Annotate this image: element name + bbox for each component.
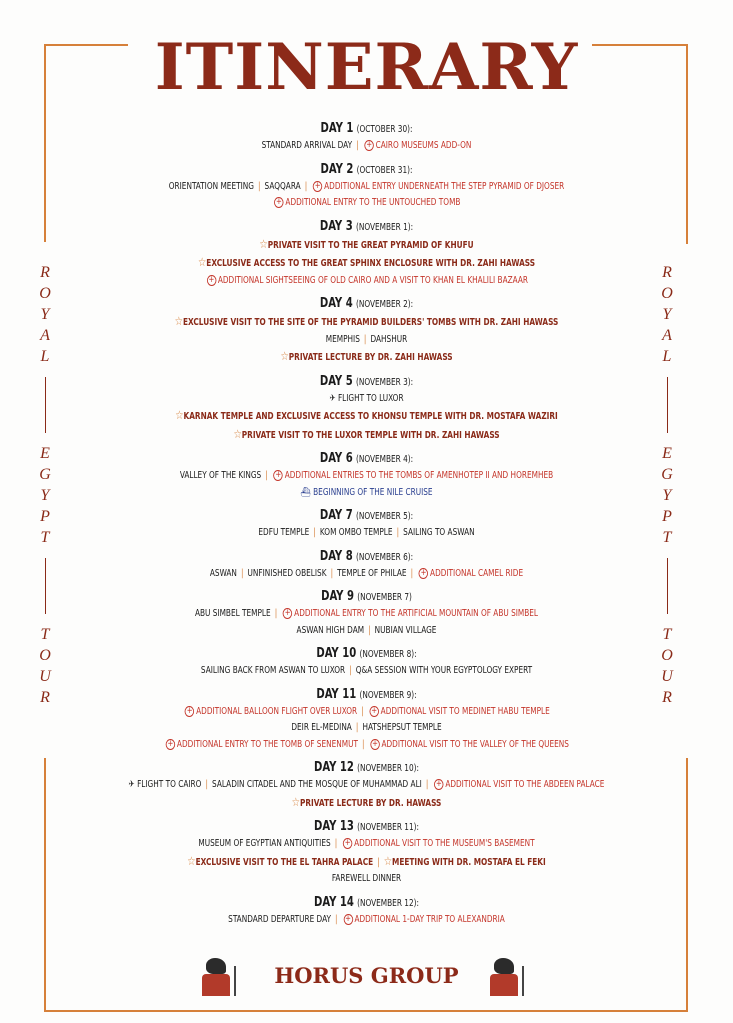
optional-activity: ADDITIONAL ENTRY UNDERNEATH THE STEP PYRAMID OF DJOSER [324, 180, 565, 192]
exclusive-activity: PRIVATE LECTURE BY DR. HAWASS [300, 797, 442, 809]
side-letter: T [40, 626, 50, 643]
itinerary-line [103, 391, 630, 408]
star-icon: ☆ [383, 853, 393, 868]
plane-icon: ✈ [329, 392, 336, 404]
add-on-plus-icon: + [371, 705, 378, 716]
itinerary-line [103, 566, 630, 583]
day-block [60, 373, 673, 445]
day-block [60, 548, 673, 583]
add-on-plus-icon: + [435, 779, 442, 789]
activity: MUSEUM OF EGYPTIAN ANTIQUITIES [198, 838, 331, 849]
itinerary-line [103, 313, 630, 332]
day-date: (NOVEMBER 12): [357, 897, 419, 909]
add-on-plus-icon: + [284, 608, 291, 618]
day-block [60, 894, 673, 929]
add-on-plus-icon: + [344, 838, 351, 848]
separator: | [304, 180, 308, 192]
exclusive-activity: EXCLUSIVE VISIT TO THE EL TAHRA PALACE [195, 856, 374, 868]
itinerary-line [103, 407, 630, 426]
side-letter: G [661, 466, 673, 483]
add-on-plus-icon: + [420, 567, 427, 578]
day-label: DAY 4 [319, 296, 353, 311]
activity: SALADIN CITADEL AND THE MOSQUE OF MUHAMMAD ALI [212, 779, 422, 790]
day-block [60, 818, 673, 888]
separator: | [313, 527, 316, 538]
day-date: (NOVEMBER 7) [357, 592, 412, 603]
day-block [60, 218, 673, 290]
frame-border-bottom [44, 1010, 688, 1012]
day-label: DAY 6 [319, 451, 353, 466]
side-letter: R [662, 689, 672, 706]
day-block [60, 507, 673, 542]
separator: | [363, 333, 367, 345]
side-letter: R [40, 689, 50, 706]
add-on-plus-icon: + [276, 197, 282, 207]
side-letter: Y [40, 306, 50, 323]
day-block [60, 759, 673, 812]
separator: | [377, 856, 380, 868]
activity: FLIGHT TO LUXOR [337, 392, 404, 404]
star-icon: ☆ [197, 255, 207, 269]
activity: STANDARD ARRIVAL DAY [261, 140, 353, 151]
exclusive-activity: EXCLUSIVE ACCESS TO THE GREAT SPHINX ENCLOSURE WITH DR. ZAHI HAWASS [206, 258, 536, 269]
add-on-plus-icon: + [314, 180, 321, 191]
optional-activity: ADDITIONAL VISIT TO MEDINET HABU TEMPLE [380, 705, 550, 717]
activity: ASWAN [209, 567, 237, 579]
activity: MEMPHIS [325, 333, 360, 345]
separator: | [361, 705, 364, 717]
optional-activity: ADDITIONAL 1-DAY TRIP TO ALEXANDRIA [354, 913, 505, 925]
itinerary-line [103, 623, 630, 640]
day-label: DAY 13 [314, 819, 354, 834]
activity: ORIENTATION MEETING [168, 180, 254, 192]
horus-figure-icon [484, 958, 528, 998]
side-letter: T [662, 529, 672, 546]
itinerary-list [60, 120, 673, 934]
optional-activity: ADDITIONAL CAMEL RIDE [430, 567, 524, 579]
separator: | [335, 913, 338, 925]
star-icon: ☆ [233, 426, 242, 441]
day-block [60, 686, 673, 754]
activity: STANDARD DEPARTURE DAY [228, 913, 331, 925]
star-icon: ☆ [259, 236, 268, 251]
day-label: DAY 1 [320, 121, 354, 136]
day-heading [103, 818, 630, 836]
side-letter: E [662, 445, 672, 462]
day-label: DAY 10 [316, 646, 357, 661]
side-letter: R [662, 264, 672, 281]
day-heading [103, 507, 630, 525]
separator: | [265, 470, 268, 481]
side-letter: O [39, 285, 51, 302]
side-letter: A [662, 327, 672, 344]
optional-activity: ADDITIONAL ENTRY TO THE TOMB OF SENENMUT [176, 738, 358, 750]
day-label: DAY 12 [314, 760, 354, 775]
add-on-plus-icon: + [186, 705, 193, 716]
side-letter: P [662, 508, 672, 525]
day-heading [103, 686, 630, 704]
star-icon: ☆ [174, 314, 184, 328]
side-letter: O [661, 647, 673, 664]
itinerary-line [103, 853, 630, 872]
itinerary-line [103, 794, 630, 813]
day-heading [103, 373, 630, 391]
exclusive-activity: PRIVATE VISIT TO THE GREAT PYRAMID OF KHUFU [267, 239, 474, 251]
day-label: DAY 2 [320, 161, 354, 177]
itinerary-line [103, 254, 630, 273]
day-block [60, 450, 673, 501]
activity: ASWAN HIGH DAM [296, 624, 365, 636]
day-heading [103, 548, 630, 566]
optional-activity: ADDITIONAL VISIT TO THE MUSEUM'S BASEMENT [354, 838, 535, 849]
day-date: (NOVEMBER 11): [357, 822, 419, 833]
day-block [60, 295, 673, 367]
day-block [60, 645, 673, 680]
exclusive-activity: PRIVATE LECTURE BY DR. ZAHI HAWASS [288, 352, 453, 363]
separator: | [257, 180, 261, 192]
footer-brand: HORUS GROUP [274, 963, 459, 988]
separator: | [334, 838, 338, 849]
itinerary-line [103, 606, 630, 623]
add-on-plus-icon: + [167, 738, 174, 749]
activity: NUBIAN VILLAGE [374, 624, 437, 636]
itinerary-line [103, 138, 630, 155]
day-date: (NOVEMBER 6): [355, 551, 414, 563]
separator: | [396, 527, 400, 538]
day-heading [103, 450, 630, 468]
activity: UNFINISHED OBELISK [247, 567, 327, 579]
itinerary-line [103, 332, 630, 349]
itinerary-line [103, 195, 630, 212]
activity: Q&A SESSION WITH YOUR EGYPTOLOGY EXPERT [355, 665, 533, 676]
optional-activity: CAIRO MUSEUMS ADD-ON [375, 140, 472, 151]
side-text-left [30, 262, 60, 708]
exclusive-activity: MEETING WITH DR. MOSTAFA EL FEKI [392, 856, 546, 868]
side-letter: U [39, 668, 51, 685]
separator: | [356, 140, 359, 151]
day-heading [103, 161, 630, 179]
side-letter: L [40, 348, 50, 365]
day-heading [103, 295, 630, 313]
star-icon: ☆ [280, 349, 289, 363]
day-block [60, 588, 673, 639]
day-date: (NOVEMBER 9): [359, 689, 417, 701]
day-label: DAY 7 [319, 508, 353, 523]
itinerary-line [103, 348, 630, 367]
optional-activity: ADDITIONAL ENTRY TO THE ARTIFICIAL MOUNTAIN OF ABU SIMBEL [294, 608, 539, 619]
side-letter: G [39, 466, 51, 483]
activity: ABU SIMBEL TEMPLE [194, 608, 271, 619]
itinerary-line [103, 836, 630, 853]
page-title: ITINERARY [154, 30, 579, 105]
itinerary-line [103, 273, 630, 290]
activity: SAILING BACK FROM ASWAN TO LUXOR [200, 665, 346, 676]
day-label: DAY 9 [321, 589, 354, 604]
separator: | [355, 722, 359, 733]
day-date: (OCTOBER 31): [356, 164, 413, 176]
add-on-plus-icon: + [275, 470, 282, 480]
day-date: (NOVEMBER 10): [357, 763, 419, 774]
day-date: (NOVEMBER 8): [359, 649, 417, 660]
activity: HATSHEPSUT TEMPLE [362, 722, 442, 733]
day-block [60, 120, 673, 155]
itinerary-line [103, 871, 630, 888]
add-on-plus-icon: + [366, 140, 373, 150]
day-date: (NOVEMBER 5): [355, 511, 414, 522]
day-heading [103, 120, 630, 138]
activity: SAILING TO ASWAN [403, 527, 475, 538]
optional-activity: ADDITIONAL ENTRIES TO THE TOMBS OF AMENHOTEP II AND HOREMHEB [284, 470, 554, 481]
separator: | [205, 779, 208, 790]
star-icon: ☆ [187, 853, 196, 868]
side-letter: Y [662, 306, 672, 323]
day-date: (NOVEMBER 1): [355, 221, 414, 233]
cruise-activity: BEGINNING OF THE NILE CRUISE [313, 486, 433, 498]
activity: FLIGHT TO CAIRO [137, 779, 202, 790]
exclusive-activity: KARNAK TEMPLE AND EXCLUSIVE ACCESS TO KHONSU TEMPLE WITH DR. MOSTAFA WAZIRI [183, 411, 558, 422]
optional-activity: ADDITIONAL ENTRY TO THE UNTOUCHED TOMB [285, 197, 461, 208]
separator: | [425, 779, 429, 790]
itinerary-line [103, 663, 630, 680]
separator: | [330, 567, 334, 579]
day-date: (NOVEMBER 2): [355, 299, 414, 310]
add-on-plus-icon: + [208, 274, 215, 285]
day-label: DAY 8 [319, 548, 353, 564]
itinerary-line [103, 720, 630, 737]
side-letter: Y [662, 487, 672, 504]
day-heading [103, 645, 630, 663]
itinerary-line [103, 525, 630, 542]
side-letter: T [662, 626, 672, 643]
day-label: DAY 3 [319, 218, 353, 234]
side-letter: A [40, 327, 50, 344]
day-label: DAY 11 [316, 686, 357, 702]
day-heading [103, 759, 630, 777]
side-letter: R [40, 264, 50, 281]
day-heading [103, 894, 630, 912]
side-divider [45, 558, 46, 614]
activity: FAREWELL DINNER [331, 873, 402, 884]
side-divider [45, 377, 46, 433]
itinerary-line [103, 426, 630, 445]
side-letter: E [40, 445, 50, 462]
itinerary-line [103, 485, 630, 502]
separator: | [368, 624, 371, 636]
day-date: (OCTOBER 30): [356, 124, 413, 135]
star-icon: ☆ [291, 794, 301, 809]
itinerary-line [103, 704, 630, 721]
ship-icon: ⛴ [300, 486, 311, 498]
exclusive-activity: EXCLUSIVE VISIT TO THE SITE OF THE PYRAMID BUILDERS' TOMBS WITH DR. ZAHI HAWASS [183, 317, 559, 328]
itinerary-line [103, 737, 630, 754]
activity: TEMPLE OF PHILAE [337, 567, 407, 579]
optional-activity: ADDITIONAL BALLOON FLIGHT OVER LUXOR [196, 705, 358, 717]
day-heading [103, 588, 630, 606]
side-letter: Y [40, 487, 50, 504]
activity: KOM OMBO TEMPLE [319, 527, 393, 538]
side-letter: L [662, 348, 672, 365]
activity: SAQQARA [264, 180, 301, 192]
optional-activity: ADDITIONAL SIGHTSEEING OF OLD CAIRO AND A VISIT TO KHAN EL KHALILI BAZAAR [217, 274, 529, 286]
itinerary-line [103, 236, 630, 255]
itinerary-line [103, 912, 630, 929]
separator: | [274, 608, 278, 619]
plane-icon: ✈ [128, 779, 135, 790]
day-block [60, 161, 673, 212]
add-on-plus-icon: + [345, 913, 351, 924]
day-heading [103, 218, 630, 236]
side-letter: O [39, 647, 51, 664]
optional-activity: ADDITIONAL VISIT TO THE ABDEEN PALACE [445, 779, 605, 790]
day-date: (NOVEMBER 3): [355, 376, 414, 388]
day-label: DAY 5 [319, 373, 353, 389]
optional-activity: ADDITIONAL VISIT TO THE VALLEY OF THE QUEENS [381, 738, 569, 750]
separator: | [410, 567, 414, 579]
separator: | [240, 567, 244, 579]
day-date: (NOVEMBER 4): [355, 454, 414, 465]
side-letter: U [661, 668, 673, 685]
exclusive-activity: PRIVATE VISIT TO THE LUXOR TEMPLE WITH DR. ZAHI HAWASS [241, 429, 500, 441]
activity: VALLEY OF THE KINGS [179, 470, 262, 481]
side-letter: O [661, 285, 673, 302]
side-letter: P [40, 508, 50, 525]
separator: | [362, 738, 365, 750]
activity: DAHSHUR [370, 333, 408, 345]
day-label: DAY 14 [314, 894, 354, 910]
separator: | [349, 665, 352, 676]
itinerary-line [103, 179, 630, 196]
add-on-plus-icon: + [372, 738, 378, 749]
side-letter: T [40, 529, 50, 546]
activity: DEIR EL-MEDINA [291, 722, 352, 733]
itinerary-line [103, 777, 630, 794]
itinerary-line [103, 468, 630, 485]
star-icon: ☆ [175, 408, 184, 422]
activity: EDFU TEMPLE [258, 527, 310, 538]
